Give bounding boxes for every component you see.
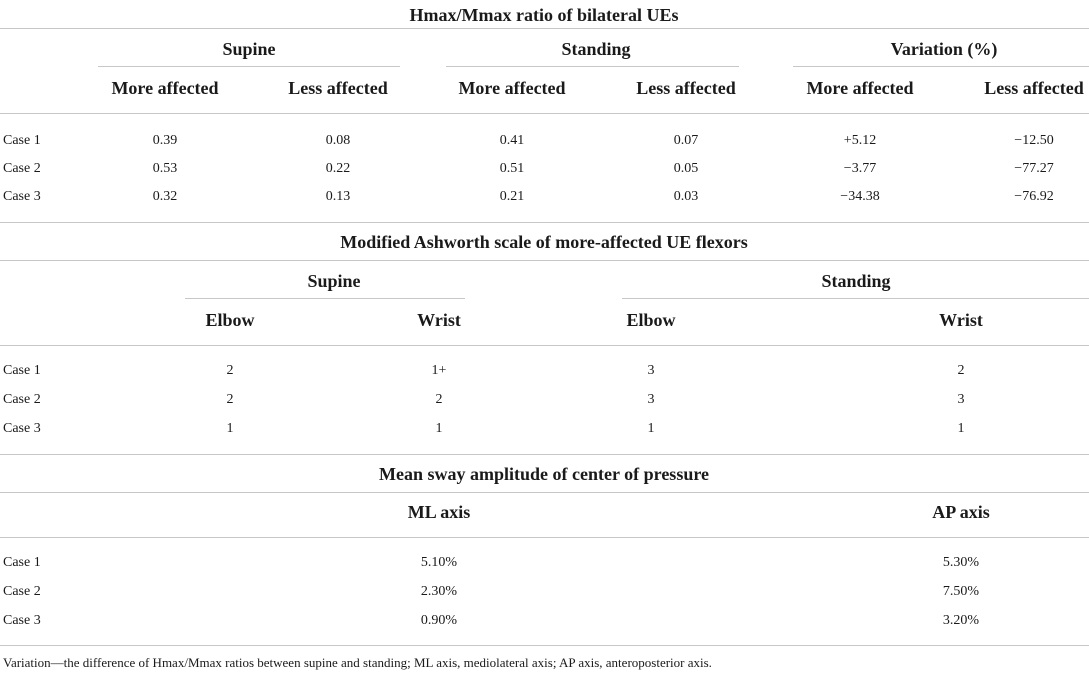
cell: 1+ bbox=[431, 363, 447, 378]
cell: +5.12 bbox=[843, 133, 877, 148]
row-label: Case 1 bbox=[3, 133, 41, 148]
rule bbox=[0, 222, 1089, 223]
rule bbox=[0, 454, 1089, 455]
cell: 0.07 bbox=[673, 133, 699, 148]
cell: 0.13 bbox=[325, 189, 351, 204]
cell: 0.05 bbox=[673, 161, 699, 176]
section2-group-standing: Standing bbox=[821, 271, 891, 291]
section1-title: Hmax/Mmax ratio of bilateral UEs bbox=[409, 5, 679, 25]
section1-subheader: Less affected bbox=[984, 78, 1084, 98]
row-label: Case 3 bbox=[3, 613, 41, 628]
row-label: Case 2 bbox=[3, 161, 41, 176]
cell: 3 bbox=[957, 392, 965, 407]
cell: 0.22 bbox=[325, 161, 351, 176]
cell: 0.03 bbox=[673, 189, 699, 204]
cell: 0.39 bbox=[152, 133, 178, 148]
row-label: Case 3 bbox=[3, 421, 41, 436]
rule bbox=[793, 66, 1089, 67]
cell: 0.32 bbox=[152, 189, 178, 204]
rule bbox=[446, 66, 739, 67]
section1-group-supine: Supine bbox=[222, 39, 276, 59]
section2-subheader: Elbow bbox=[626, 310, 676, 330]
cell: 1 bbox=[226, 421, 234, 436]
cell: 2.30% bbox=[420, 584, 458, 599]
section1-subheader: Less affected bbox=[288, 78, 388, 98]
rule bbox=[98, 66, 400, 67]
cell: 0.21 bbox=[499, 189, 525, 204]
cell: −12.50 bbox=[1014, 133, 1054, 148]
row-label: Case 3 bbox=[3, 189, 41, 204]
cell: 5.10% bbox=[420, 555, 458, 570]
cell: 5.30% bbox=[942, 555, 980, 570]
section1-subheader: More affected bbox=[806, 78, 914, 98]
rule bbox=[0, 260, 1089, 261]
section2-subheader: Wrist bbox=[939, 310, 983, 330]
cell: 0.41 bbox=[499, 133, 525, 148]
section3-subheader: ML axis bbox=[407, 502, 471, 522]
cell: 0.53 bbox=[152, 161, 178, 176]
cell: −76.92 bbox=[1014, 189, 1054, 204]
cell: 0.51 bbox=[499, 161, 525, 176]
cell: 0.90% bbox=[420, 613, 458, 628]
section3-title: Mean sway amplitude of center of pressure bbox=[379, 464, 709, 484]
row-label: Case 2 bbox=[3, 584, 41, 599]
cell: 2 bbox=[957, 363, 965, 378]
section1-group-standing: Standing bbox=[561, 39, 631, 59]
section2-subheader: Elbow bbox=[205, 310, 255, 330]
cell: 1 bbox=[647, 421, 655, 436]
rule bbox=[0, 28, 1089, 29]
section2-group-supine: Supine bbox=[307, 271, 361, 291]
section1-subheader: Less affected bbox=[636, 78, 736, 98]
cell: 1 bbox=[957, 421, 965, 436]
section1-group-variation: Variation (%) bbox=[890, 39, 998, 59]
row-label: Case 1 bbox=[3, 363, 41, 378]
cell: 3.20% bbox=[942, 613, 980, 628]
section2-title: Modified Ashworth scale of more-affected UE flexors bbox=[340, 232, 748, 252]
table-footnote: Variation—the difference of Hmax/Mmax ratios between supine and standing; ML axis, mediolateral axis; AP axis, anteroposterior axis. bbox=[3, 655, 712, 670]
cell: 7.50% bbox=[942, 584, 980, 599]
section1-subheader: More affected bbox=[111, 78, 219, 98]
rule bbox=[0, 113, 1089, 114]
cell: −3.77 bbox=[843, 161, 877, 176]
rule bbox=[622, 298, 1089, 299]
rule bbox=[0, 645, 1089, 646]
cell: −77.27 bbox=[1014, 161, 1054, 176]
rule bbox=[0, 537, 1089, 538]
rule bbox=[0, 492, 1089, 493]
rule bbox=[185, 298, 465, 299]
cell: 2 bbox=[435, 392, 443, 407]
cell: 2 bbox=[226, 363, 234, 378]
row-label: Case 2 bbox=[3, 392, 41, 407]
cell: 2 bbox=[226, 392, 234, 407]
cell: 1 bbox=[435, 421, 443, 436]
section1-subheader: More affected bbox=[458, 78, 566, 98]
cell: 0.08 bbox=[325, 133, 351, 148]
rule bbox=[0, 345, 1089, 346]
section2-subheader: Wrist bbox=[417, 310, 461, 330]
row-label: Case 1 bbox=[3, 555, 41, 570]
cell: −34.38 bbox=[840, 189, 880, 204]
section3-subheader: AP axis bbox=[932, 502, 990, 522]
cell: 3 bbox=[647, 363, 655, 378]
cell: 3 bbox=[647, 392, 655, 407]
